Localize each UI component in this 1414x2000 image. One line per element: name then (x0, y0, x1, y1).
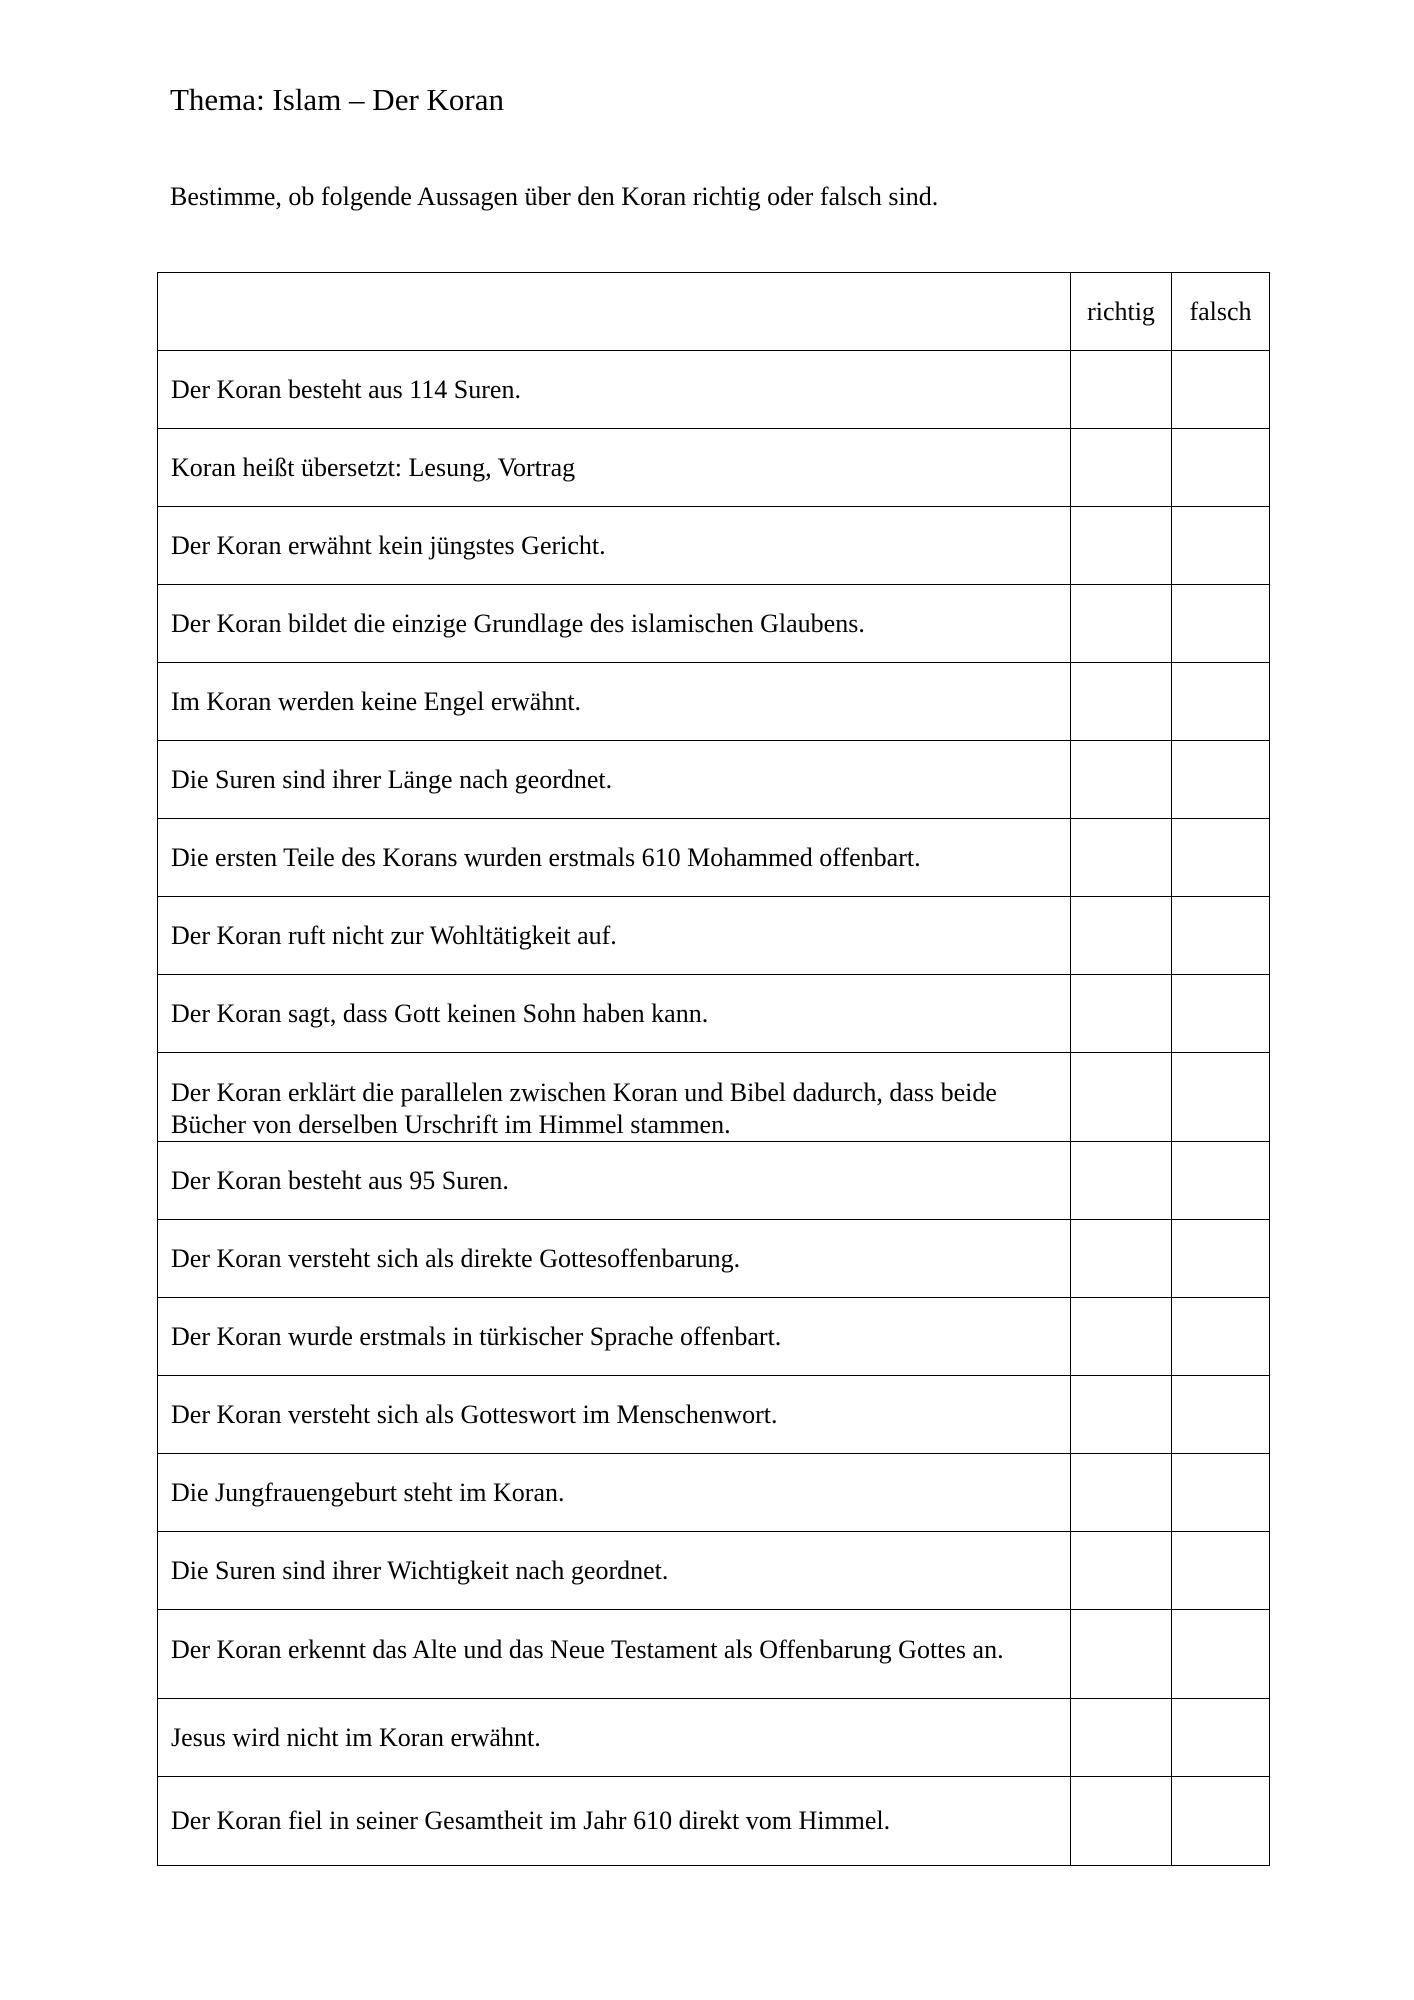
falsch-box[interactable] (1172, 663, 1270, 741)
richtig-box[interactable] (1071, 585, 1172, 663)
falsch-box[interactable] (1172, 1376, 1270, 1454)
falsch-box[interactable] (1172, 897, 1270, 975)
richtig-box[interactable] (1071, 507, 1172, 585)
statement-text: Der Koran besteht aus 114 Suren. (158, 351, 1071, 429)
statement-text: Der Koran versteht sich als Gotteswort im Menschenwort. (158, 1376, 1071, 1454)
richtig-box[interactable] (1071, 975, 1172, 1053)
statement-row (158, 741, 1270, 819)
richtig-box[interactable] (1071, 429, 1172, 507)
richtig-box[interactable] (1071, 1454, 1172, 1532)
statement-row (158, 429, 1270, 507)
statement-row (158, 975, 1270, 1053)
statement-text: Der Koran versteht sich als direkte Gottesoffenbarung. (158, 1220, 1071, 1298)
richtig-box[interactable] (1071, 897, 1172, 975)
richtig-box[interactable] (1071, 663, 1172, 741)
richtig-box[interactable] (1071, 1142, 1172, 1220)
statement-text: Koran heißt übersetzt: Lesung, Vortrag (158, 429, 1071, 507)
statement-text: Die ersten Teile des Korans wurden erstmals 610 Mohammed offenbart. (158, 819, 1071, 897)
falsch-box[interactable] (1172, 975, 1270, 1053)
richtig-box[interactable] (1071, 1376, 1172, 1454)
richtig-box[interactable] (1071, 741, 1172, 819)
richtig-box[interactable] (1071, 1610, 1172, 1699)
statement-row (158, 1454, 1270, 1532)
falsch-box[interactable] (1172, 351, 1270, 429)
falsch-box[interactable] (1172, 1699, 1270, 1777)
falsch-box[interactable] (1172, 741, 1270, 819)
statement-row (158, 897, 1270, 975)
falsch-box[interactable] (1172, 1298, 1270, 1376)
statement-row (158, 1220, 1270, 1298)
true-false-table (157, 272, 1270, 1866)
statement-row (158, 1298, 1270, 1376)
statement-row (158, 585, 1270, 663)
statement-text: Der Koran fiel in seiner Gesamtheit im Jahr 610 direkt vom Himmel. (158, 1777, 1071, 1866)
header-falsch: falsch (1172, 273, 1270, 351)
statement-row (158, 1532, 1270, 1610)
falsch-box[interactable] (1172, 1777, 1270, 1866)
falsch-box[interactable] (1172, 507, 1270, 585)
statement-text: Der Koran erwähnt kein jüngstes Gericht. (158, 507, 1071, 585)
statement-row (158, 1053, 1270, 1142)
falsch-box[interactable] (1172, 1220, 1270, 1298)
page-title: Thema: Islam – Der Koran (170, 82, 504, 117)
statement-row (158, 351, 1270, 429)
richtig-box[interactable] (1071, 819, 1172, 897)
richtig-box[interactable] (1071, 1699, 1172, 1777)
richtig-box[interactable] (1071, 1777, 1172, 1866)
header-statement-cell (158, 273, 1071, 351)
statement-text: Der Koran sagt, dass Gott keinen Sohn haben kann. (158, 975, 1071, 1053)
richtig-box[interactable] (1071, 1053, 1172, 1142)
statement-text: Der Koran ruft nicht zur Wohltätigkeit auf. (158, 897, 1071, 975)
header-row (158, 273, 1270, 351)
statement-row (158, 1376, 1270, 1454)
statement-text: Der Koran erklärt die parallelen zwischen Koran und Bibel dadurch, dass beide Bücher von derselben Urschrift im Himmel stammen. (158, 1053, 1071, 1142)
richtig-box[interactable] (1071, 1298, 1172, 1376)
header-richtig: richtig (1071, 273, 1172, 351)
statement-row (158, 1142, 1270, 1220)
falsch-box[interactable] (1172, 1532, 1270, 1610)
falsch-box[interactable] (1172, 1053, 1270, 1142)
statement-text: Der Koran bildet die einzige Grundlage des islamischen Glaubens. (158, 585, 1071, 663)
falsch-box[interactable] (1172, 585, 1270, 663)
richtig-box[interactable] (1071, 1532, 1172, 1610)
richtig-box[interactable] (1071, 351, 1172, 429)
falsch-box[interactable] (1172, 1454, 1270, 1532)
richtig-box[interactable] (1071, 1220, 1172, 1298)
statement-text: Der Koran besteht aus 95 Suren. (158, 1142, 1071, 1220)
statement-text: Der Koran erkennt das Alte und das Neue Testament als Offenbarung Gottes an. (158, 1610, 1071, 1699)
statement-row (158, 819, 1270, 897)
statement-row (158, 507, 1270, 585)
statement-text: Die Jungfrauengeburt steht im Koran. (158, 1454, 1071, 1532)
statement-row (158, 663, 1270, 741)
falsch-box[interactable] (1172, 429, 1270, 507)
falsch-box[interactable] (1172, 819, 1270, 897)
statement-row (158, 1777, 1270, 1866)
statement-text: Die Suren sind ihrer Länge nach geordnet. (158, 741, 1071, 819)
statement-row (158, 1610, 1270, 1699)
statement-text: Jesus wird nicht im Koran erwähnt. (158, 1699, 1071, 1777)
statement-text: Die Suren sind ihrer Wichtigkeit nach geordnet. (158, 1532, 1071, 1610)
statement-text: Der Koran wurde erstmals in türkischer Sprache offenbart. (158, 1298, 1071, 1376)
falsch-box[interactable] (1172, 1142, 1270, 1220)
statement-row (158, 1699, 1270, 1777)
instruction-text: Bestimme, ob folgende Aussagen über den Koran richtig oder falsch sind. (170, 182, 939, 211)
falsch-box[interactable] (1172, 1610, 1270, 1699)
statement-text: Im Koran werden keine Engel erwähnt. (158, 663, 1071, 741)
